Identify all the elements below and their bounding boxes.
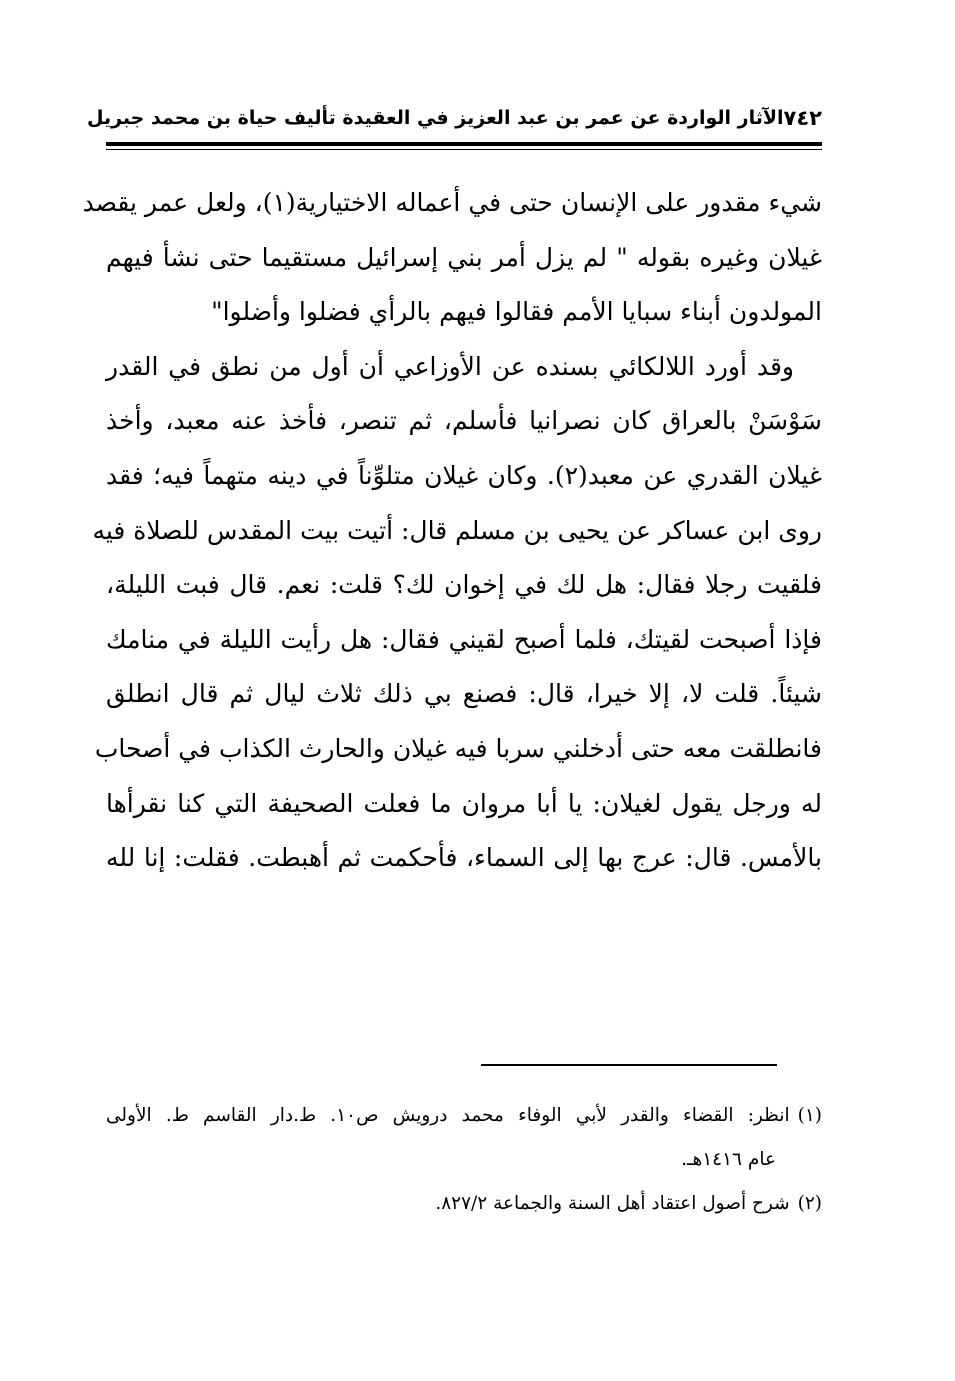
main-text [82, 176, 822, 886]
text-line: وقد أورد اللالكائي بسنده عن الأوزاعي أن أول من نطق في القدر [106, 351, 794, 381]
text-line: له ورجل يقول لغيلان: يا أبا مروان ما فعلت الصحيفة التي كنا نقرأها [106, 788, 822, 818]
footnotes [106, 1094, 822, 1226]
text-line: فإذا أصبحت لقيتك، فلما أصبح لقيني فقال: هل رأيت الليلة في منامك [106, 624, 822, 654]
text-line: روى ابن عساكر عن يحيى بن مسلم قال: أتيت بيت المقدس للصلاة فيه [92, 515, 822, 545]
text-line: شيئاً. قلت لا، إلا خيرا، قال: فصنع بي ذلك ثلاث ليال ثم قال انطلق [106, 679, 822, 709]
text-line: بالأمس. قال: عرج بها إلى السماء، فأحكمت ثم أهبطت. فقلت: إنا لله [106, 843, 822, 873]
text-line: فانطلقت معه حتى أدخلني سربا فيه غيلان والحارث الكذاب في أصحاب [94, 733, 822, 763]
text-line: غيلان القدري عن معبد(٢). وكان غيلان متلوِّناً في دينه متهماً فيه؛ فقد [106, 460, 822, 490]
running-header-title: الآثار الواردة عن عمر بن عبد العزيز في العقيدة تأليف حياة بن محمد جبريل [87, 107, 784, 129]
text-line: المولدون أبناء سبايا الأمم فقالوا فيهم بالرأي فضلوا وأضلوا" [211, 297, 822, 327]
page-number: ٧٤٢ [783, 106, 822, 130]
header-rule-thin [106, 149, 822, 150]
footnote-1-text: انظر: القضاء والقدر لأبي الوفاء محمد درويش ص١٠. ط.دار القاسم ط. الأولى [106, 1105, 790, 1126]
footnote-1-continuation: عام ١٤١٦هـ. [681, 1149, 776, 1170]
running-header [87, 96, 822, 140]
text-line: سَوْسَنْ بالعراق كان نصرانيا فأسلم، ثم تنصر، فأخذ عنه معبد، وأخذ [106, 406, 822, 436]
footnote-2-text: شرح أصول اعتقاد أهل السنة والجماعة ٨٢٧/٢. [435, 1193, 790, 1214]
footnote-1 [106, 1094, 822, 1138]
header-rule-thick [106, 142, 822, 146]
text-line: فلقيت رجلا فقال: هل لك في إخوان لك؟ قلت: نعم. قال فبت الليلة، [106, 570, 822, 600]
text-line: غيلان وغيره بقوله " لم يزل أمر بني إسرائيل مستقيما حتى نشأ فيهم [106, 242, 822, 272]
text-line: شيء مقدور على الإنسان حتى في أعماله الاختيارية(١)، ولعل عمر يقصد [82, 188, 822, 217]
footnote-1-number: (١) [797, 1105, 822, 1126]
footnote-2 [106, 1182, 822, 1226]
footnote-2-number: (٢) [797, 1193, 822, 1214]
footnote-separator [481, 1064, 777, 1066]
